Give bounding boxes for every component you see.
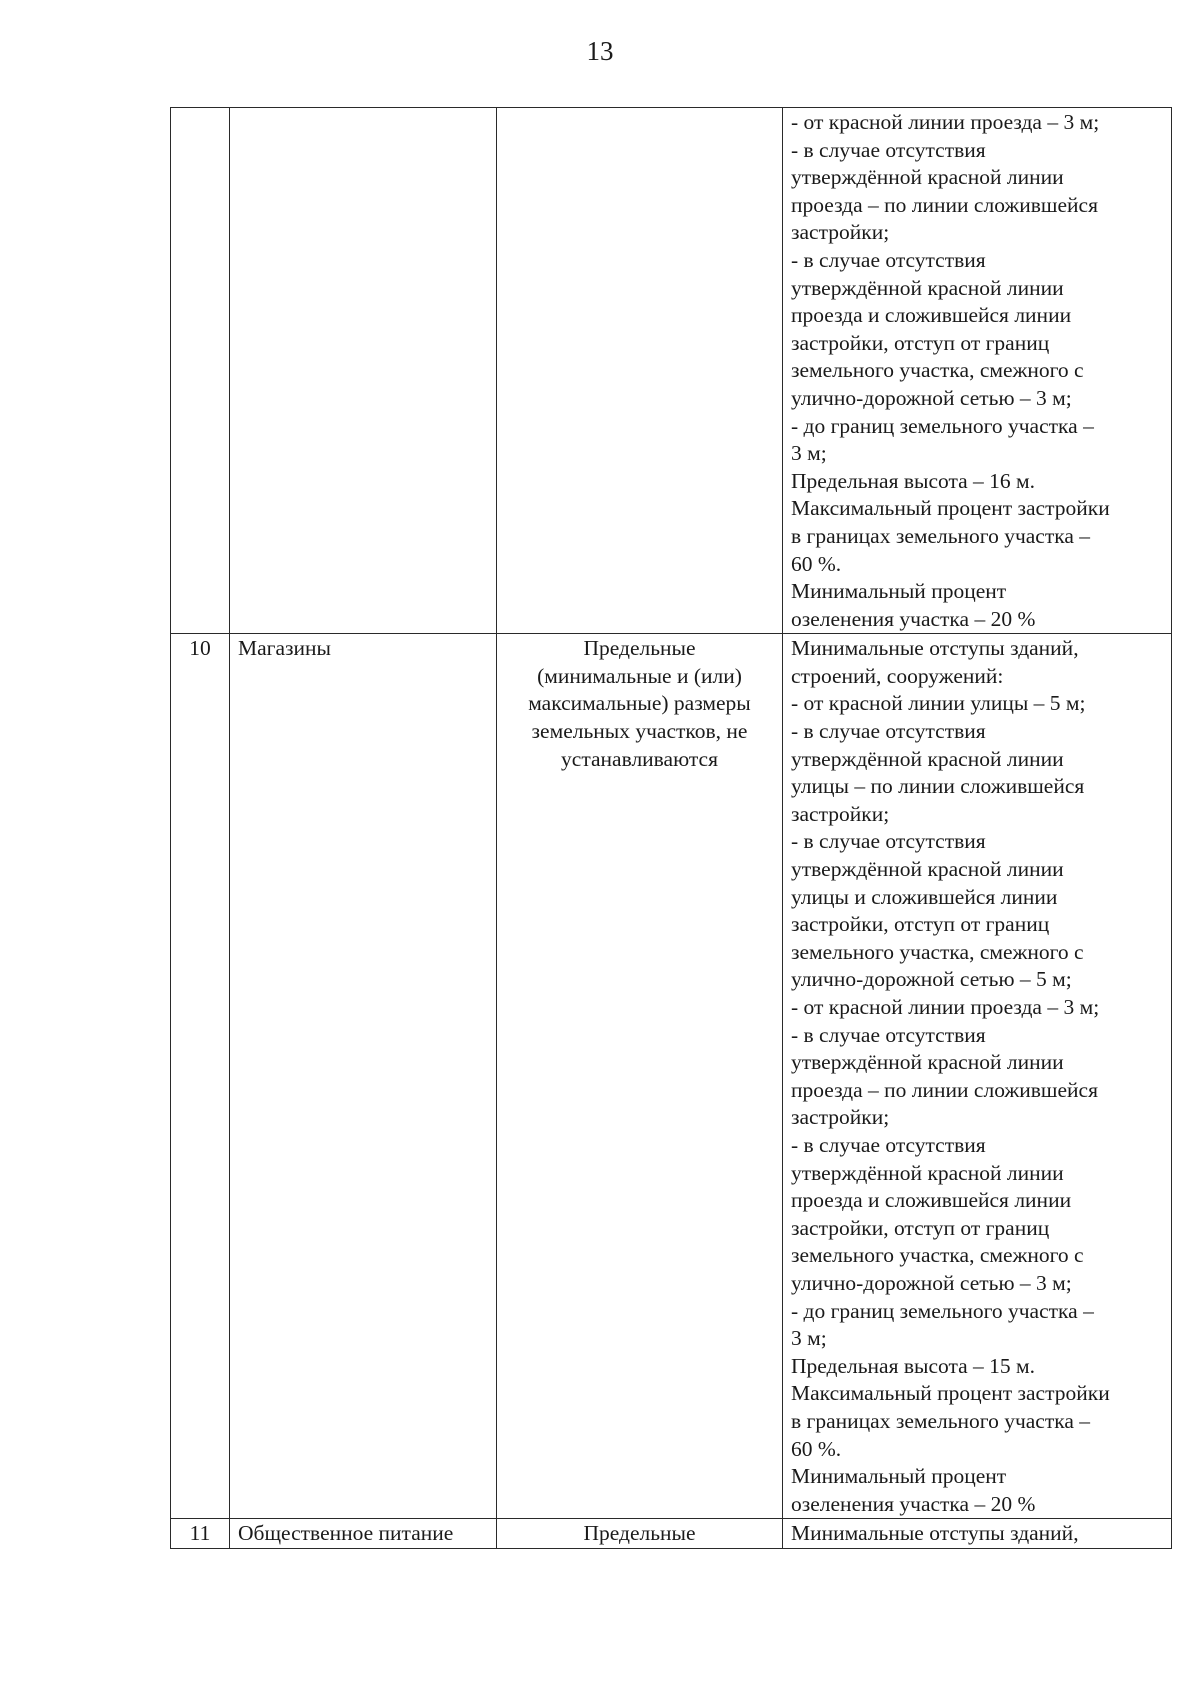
parameter-line: Максимальный процент застройки (791, 496, 1110, 521)
use-type-cell: Магазины (230, 634, 497, 1519)
parameter-line: озеленения участка – 20 % (791, 1491, 1036, 1516)
plot-size-line: (минимальные и (или) (537, 663, 742, 688)
parameter-line: утверждённой красной линии (791, 857, 1064, 882)
parameter-line: 60 %. (791, 1436, 842, 1461)
parameter-line: застройки; (791, 801, 890, 826)
parameter-line: улицы – по линии сложившейся (791, 774, 1085, 799)
parameter-line: строений, сооружений: (791, 663, 1004, 688)
parameter-line: Максимальный процент застройки (791, 1381, 1110, 1406)
parameter-line: - в случае отсутствия (791, 1022, 986, 1047)
parameter-line: Предельная высота – 15 м. (791, 1353, 1036, 1378)
table-row (171, 634, 1172, 1519)
parameter-line: утверждённой красной линии (791, 165, 1064, 190)
plot-size-line: земельных участков, не (531, 719, 748, 744)
use-type-cell (230, 108, 497, 634)
building-parameters-cell (783, 634, 1172, 1519)
parameter-line: застройки; (791, 1105, 890, 1130)
parameter-line: улицы и сложившейся линии (791, 884, 1058, 909)
parameter-line: застройки, отступ от границ (791, 912, 1050, 937)
plot-size-cell (497, 1519, 783, 1549)
table-row (171, 1519, 1172, 1549)
use-type-cell: Общественное питание (230, 1519, 497, 1549)
building-parameters-cell (783, 1519, 1172, 1549)
parameter-line: - в случае отсутствия (791, 137, 986, 162)
parameter-line: улично-дорожной сетью – 3 м; (791, 385, 1072, 410)
page-number: 13 (586, 36, 614, 66)
parameter-line: в границах земельного участка – (791, 523, 1091, 548)
parameter-line: 60 %. (791, 551, 842, 576)
parameter-line: Предельная высота – 16 м. (791, 468, 1036, 493)
parameter-line: улично-дорожной сетью – 5 м; (791, 967, 1072, 992)
parameter-line: - до границ земельного участка – (791, 413, 1094, 438)
parameter-line: Минимальный процент (791, 579, 1007, 604)
parameter-line: утверждённой красной линии (791, 1160, 1064, 1185)
building-parameters-cell (783, 108, 1172, 634)
parameter-line: 3 м; (791, 441, 827, 466)
plot-size-line: максимальные) размеры (528, 691, 751, 716)
parameter-line: утверждённой красной линии (791, 275, 1064, 300)
plot-size-cell (497, 634, 783, 1519)
row-number-cell: 11 (171, 1519, 230, 1549)
parameter-line: - в случае отсутствия (791, 719, 986, 744)
parameter-line: проезда – по линии сложившейся (791, 192, 1098, 217)
plot-size-line: Предельные (583, 636, 696, 661)
parameter-line: Минимальные отступы зданий, (791, 1521, 1079, 1546)
parameter-line: утверждённой красной линии (791, 1050, 1064, 1075)
parameter-line: - от красной линии улицы – 5 м; (791, 691, 1086, 716)
parameter-line: земельного участка, смежного с (791, 358, 1084, 383)
parameter-line: - от красной линии проезда – 3 м; (791, 110, 1100, 134)
plot-size-cell (497, 108, 783, 634)
parameter-line: Минимальные отступы зданий, (791, 636, 1079, 661)
parameter-line: земельного участка, смежного с (791, 1243, 1084, 1268)
parameter-line: - в случае отсутствия (791, 829, 986, 854)
parameter-line: - в случае отсутствия (791, 247, 986, 272)
parameter-line: - до границ земельного участка – (791, 1298, 1094, 1323)
parameter-line: улично-дорожной сетью – 3 м; (791, 1270, 1072, 1295)
parameter-line: застройки; (791, 220, 890, 245)
parameter-line: проезда и сложившейся линии (791, 303, 1072, 328)
plot-size-line: Предельные (583, 1521, 696, 1546)
parameter-line: земельного участка, смежного с (791, 939, 1084, 964)
table-row (171, 108, 1172, 634)
parameter-line: - в случае отсутствия (791, 1132, 986, 1157)
parameter-line: 3 м; (791, 1326, 827, 1351)
table-body (171, 108, 1172, 1549)
parameter-line: проезда – по линии сложившейся (791, 1077, 1098, 1102)
parameter-line: застройки, отступ от границ (791, 330, 1050, 355)
row-number-cell (171, 108, 230, 634)
parameter-line: в границах земельного участка – (791, 1408, 1091, 1433)
row-number-cell: 10 (171, 634, 230, 1519)
parameter-line: - от красной линии проезда – 3 м; (791, 995, 1100, 1019)
parameter-line: озеленения участка – 20 % (791, 606, 1036, 631)
plot-size-line: устанавливаются (561, 746, 718, 771)
regulations-table (170, 107, 1172, 1549)
parameter-line: проезда и сложившейся линии (791, 1188, 1072, 1213)
parameter-line: застройки, отступ от границ (791, 1215, 1050, 1240)
parameter-line: утверждённой красной линии (791, 746, 1064, 771)
parameter-line: Минимальный процент (791, 1464, 1007, 1489)
